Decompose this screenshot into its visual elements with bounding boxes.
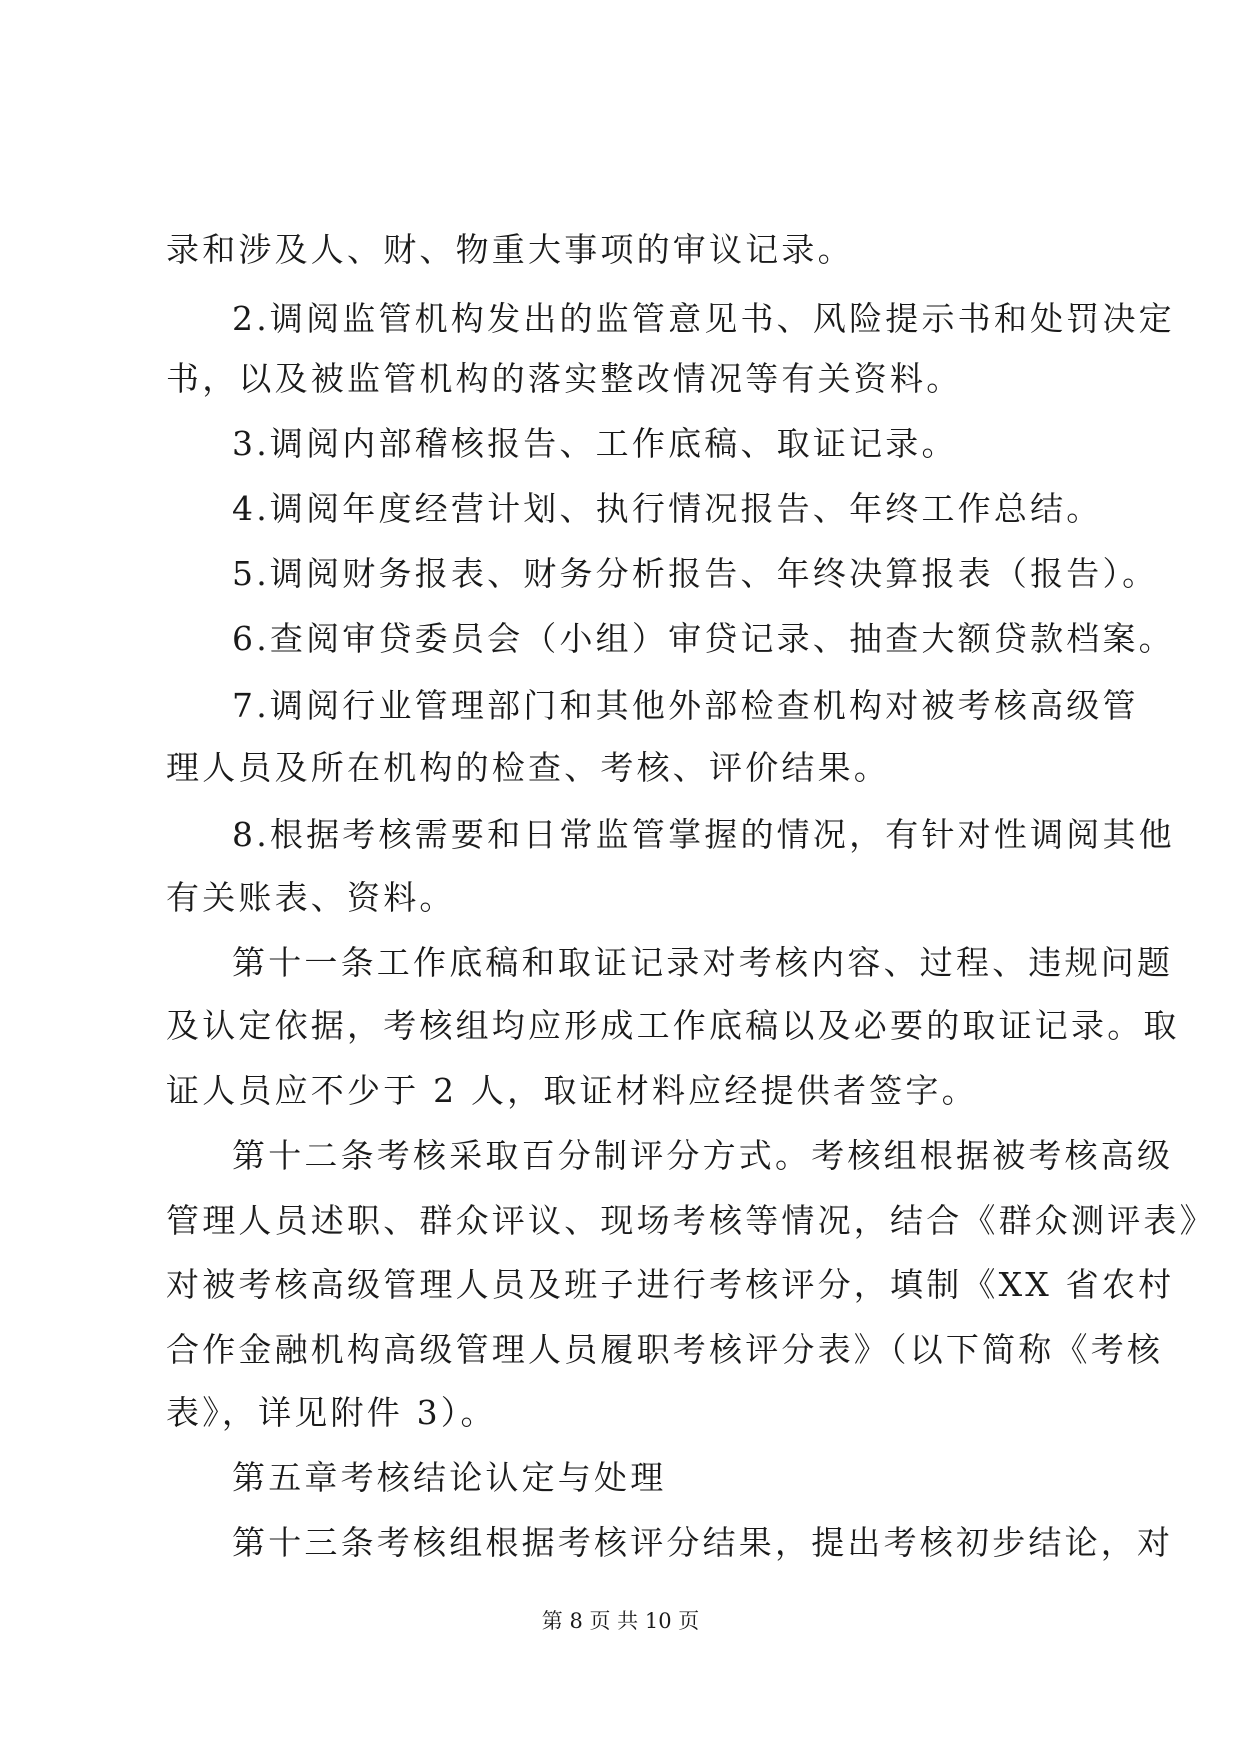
text-line: 5.调阅财务报表、财务分析报告、年终决算报表（报告）。	[232, 554, 1159, 593]
text-line: 7.调阅行业管理部门和其他外部检查机构对被考核高级管	[232, 686, 1139, 725]
text-line: 及认定依据，考核组均应形成工作底稿以及必要的取证记录。取	[166, 1006, 1180, 1045]
text-line: 证人员应不少于 2 人，取证材料应经提供者签字。	[166, 1071, 978, 1110]
text-line: 第十一条工作底稿和取证记录对考核内容、过程、违规问题	[232, 943, 1174, 982]
text-line: 表》，详见附件 3）。	[166, 1393, 497, 1432]
text-line: 理人员及所在机构的检查、考核、评价结果。	[166, 748, 890, 787]
text-line: 第十三条考核组根据考核评分结果，提出考核初步结论，对	[232, 1523, 1174, 1562]
text-line: 书，以及被监管机构的落实整改情况等有关资料。	[166, 359, 963, 398]
text-line: 2.调阅监管机构发出的监管意见书、风险提示书和处罚决定	[232, 299, 1175, 338]
text-line: 3.调阅内部稽核报告、工作底稿、取证记录。	[232, 424, 958, 463]
text-line: 有关账表、资料。	[166, 878, 456, 917]
chapter-heading: 第五章考核结论认定与处理	[232, 1458, 667, 1497]
text-line: 对被考核高级管理人员及班子进行考核评分，填制《XX 省农村	[166, 1265, 1175, 1304]
text-line: 4.调阅年度经营计划、执行情况报告、年终工作总结。	[232, 489, 1103, 528]
text-line: 第十二条考核采取百分制评分方式。考核组根据被考核高级	[232, 1136, 1174, 1175]
text-line: 6.查阅审贷委员会（小组）审贷记录、抽查大额贷款档案。	[232, 619, 1175, 658]
text-line: 8.根据考核需要和日常监管掌握的情况，有针对性调阅其他	[232, 815, 1175, 854]
text-line: 管理人员述职、群众评议、现场考核等情况，结合《群众测评表》	[166, 1201, 1216, 1240]
text-line: 录和涉及人、财、物重大事项的审议记录。	[166, 230, 854, 269]
page-number: 第 8 页 共 10 页	[541, 1609, 700, 1633]
text-line: 合作金融机构高级管理人员履职考核评分表》（以下简称《考核	[166, 1330, 1164, 1369]
